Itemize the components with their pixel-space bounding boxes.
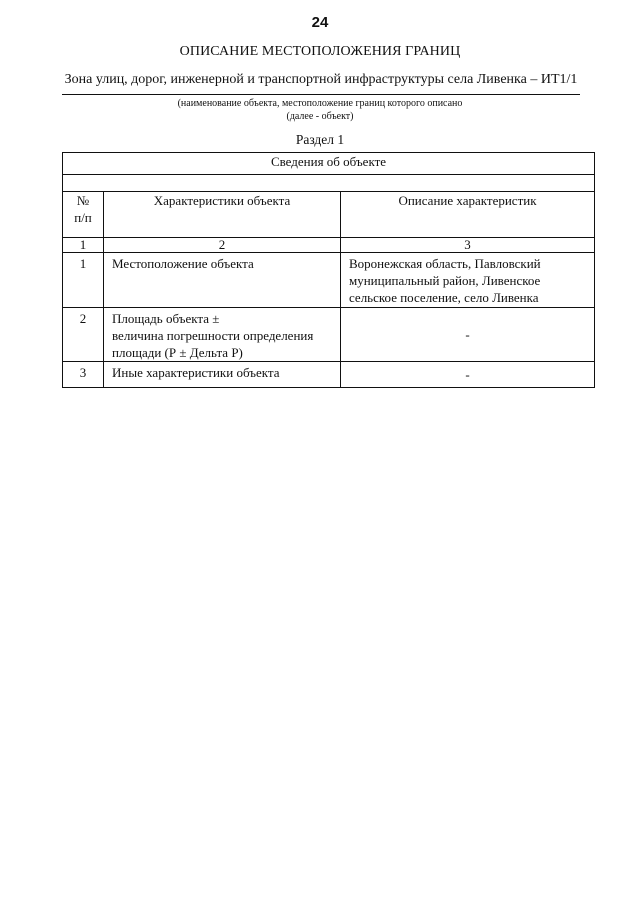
document-title: ОПИСАНИЕ МЕСТОПОЛОЖЕНИЯ ГРАНИЦ xyxy=(179,44,461,59)
table-column-index-row xyxy=(63,238,595,253)
page-number: 24 xyxy=(311,14,329,31)
row-number: 2 xyxy=(63,308,104,362)
table-caption-row xyxy=(63,153,595,175)
row-characteristic: Иные характеристики объекта xyxy=(104,362,341,388)
table-row xyxy=(63,253,595,308)
row-description: - xyxy=(341,362,595,388)
section-label: Раздел 1 xyxy=(295,132,345,147)
header-characteristic: Характеристики объекта xyxy=(104,192,341,238)
row-number: 1 xyxy=(63,253,104,308)
row-description: - xyxy=(341,308,595,362)
header-number: № п/п xyxy=(63,192,104,238)
object-info-table xyxy=(62,152,595,388)
object-name-underline xyxy=(62,94,580,95)
table-row xyxy=(63,308,595,362)
table-caption: Сведения об объекте xyxy=(63,153,595,175)
header-description: Описание характеристик xyxy=(341,192,595,238)
row-characteristic: Местоположение объекта xyxy=(104,253,341,308)
column-index-2: 2 xyxy=(104,238,341,253)
column-index-1: 1 xyxy=(63,238,104,253)
table-row xyxy=(63,362,595,388)
row-number: 3 xyxy=(63,362,104,388)
row-description: Воронежская область, Павловский муниципальный район, Ливенское сельское поселение, село Ливенка xyxy=(341,253,595,308)
row-characteristic: Площадь объекта ± величина погрешности определения площади (Р ± Дельта Р) xyxy=(104,308,341,362)
table-empty-cell xyxy=(63,175,595,192)
table-header-row xyxy=(63,192,595,238)
object-name-note: (наименование объекта, местоположение границ которого описано (далее - объект) xyxy=(177,98,463,122)
object-name: Зона улиц, дорог, инженерной и транспортной инфраструктуры села Ливенка – ИТ1/1 xyxy=(64,72,578,87)
table-empty-row xyxy=(63,175,595,192)
column-index-3: 3 xyxy=(341,238,595,253)
